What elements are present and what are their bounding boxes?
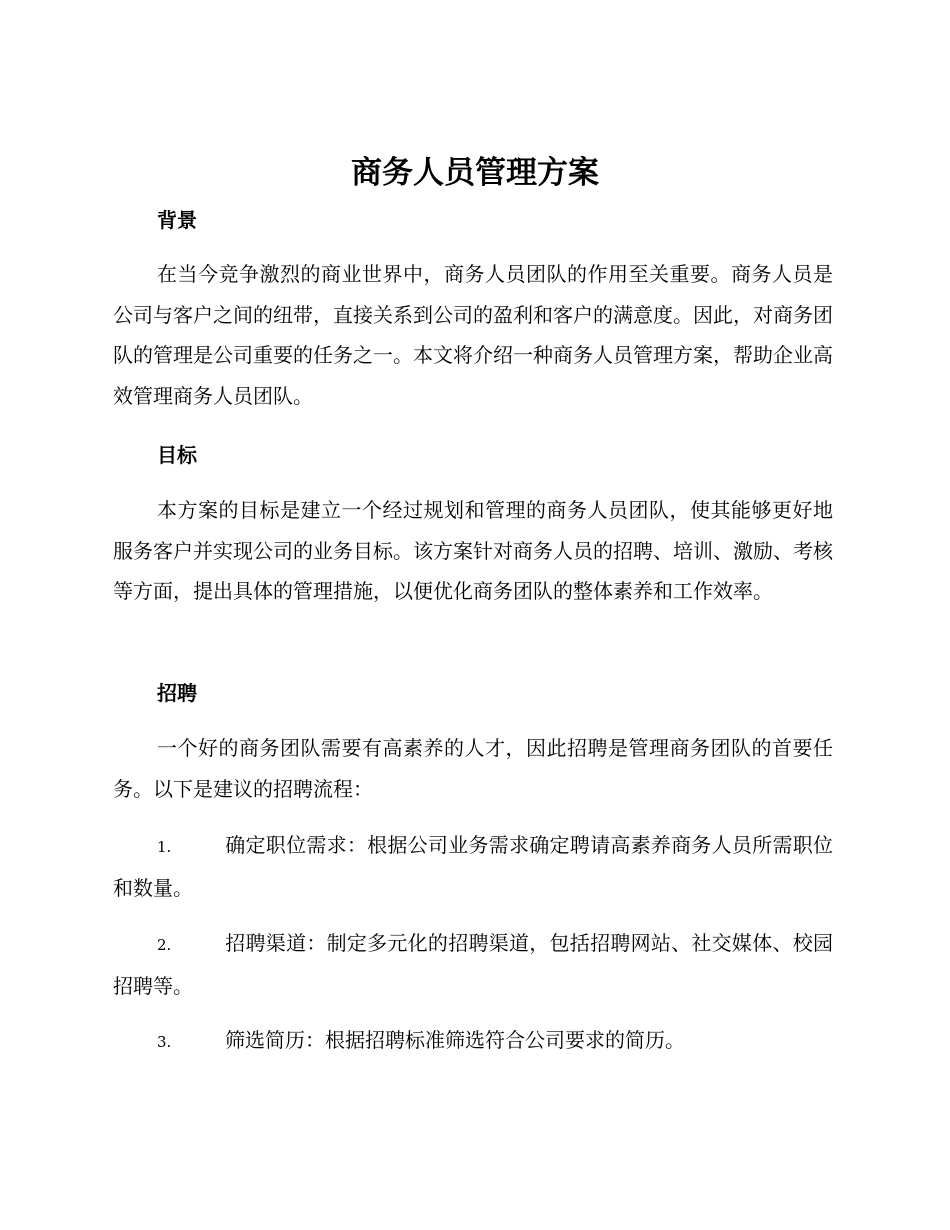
list-item [113,1020,833,1063]
list-item-text: 招聘渠道：制定多元化的招聘渠道，包括招聘网站、社交媒体、校园招聘等。 [113,931,833,998]
list-item-text: 确定职位需求：根据公司业务需求确定聘请高素养商务人员所需职位和数量。 [113,833,833,900]
section-heading-background: 背景 [157,208,197,232]
list-item-number: 1. [157,838,172,856]
section-heading-goals: 目标 [157,443,197,467]
background-paragraph: 在当今竞争激烈的商业世界中，商务人员团队的作用至关重要。商务人员是公司与客户之间的纽带，直接关系到公司的盈利和客户的满意度。因此，对商务团队的管理是公司重要的任务之一。本文将介绍一种商务人员管理方案，帮助企业高效管理商务人员团队。 [113,262,833,408]
list-item-text: 筛选简历：根据招聘标准筛选符合公司要求的简历。 [225,1028,685,1052]
section-heading-recruitment: 招聘 [157,681,197,705]
document-title: 商务人员管理方案 [351,155,599,191]
goals-paragraph: 本方案的目标是建立一个经过规划和管理的商务人员团队，使其能够更好地服务客户并实现公司的业务目标。该方案针对商务人员的招聘、培训、激励、考核等方面，提出具体的管理措施，以便优化商务团队的整体素养和工作效率。 [113,498,833,604]
list-item [113,923,833,1006]
list-item [113,825,833,908]
recruitment-paragraph: 一个好的商务团队需要有高素养的人才，因此招聘是管理商务团队的首要任务。以下是建议的招聘流程： [113,736,833,801]
list-item-number: 3. [157,1033,172,1051]
list-item-number: 2. [157,936,172,954]
